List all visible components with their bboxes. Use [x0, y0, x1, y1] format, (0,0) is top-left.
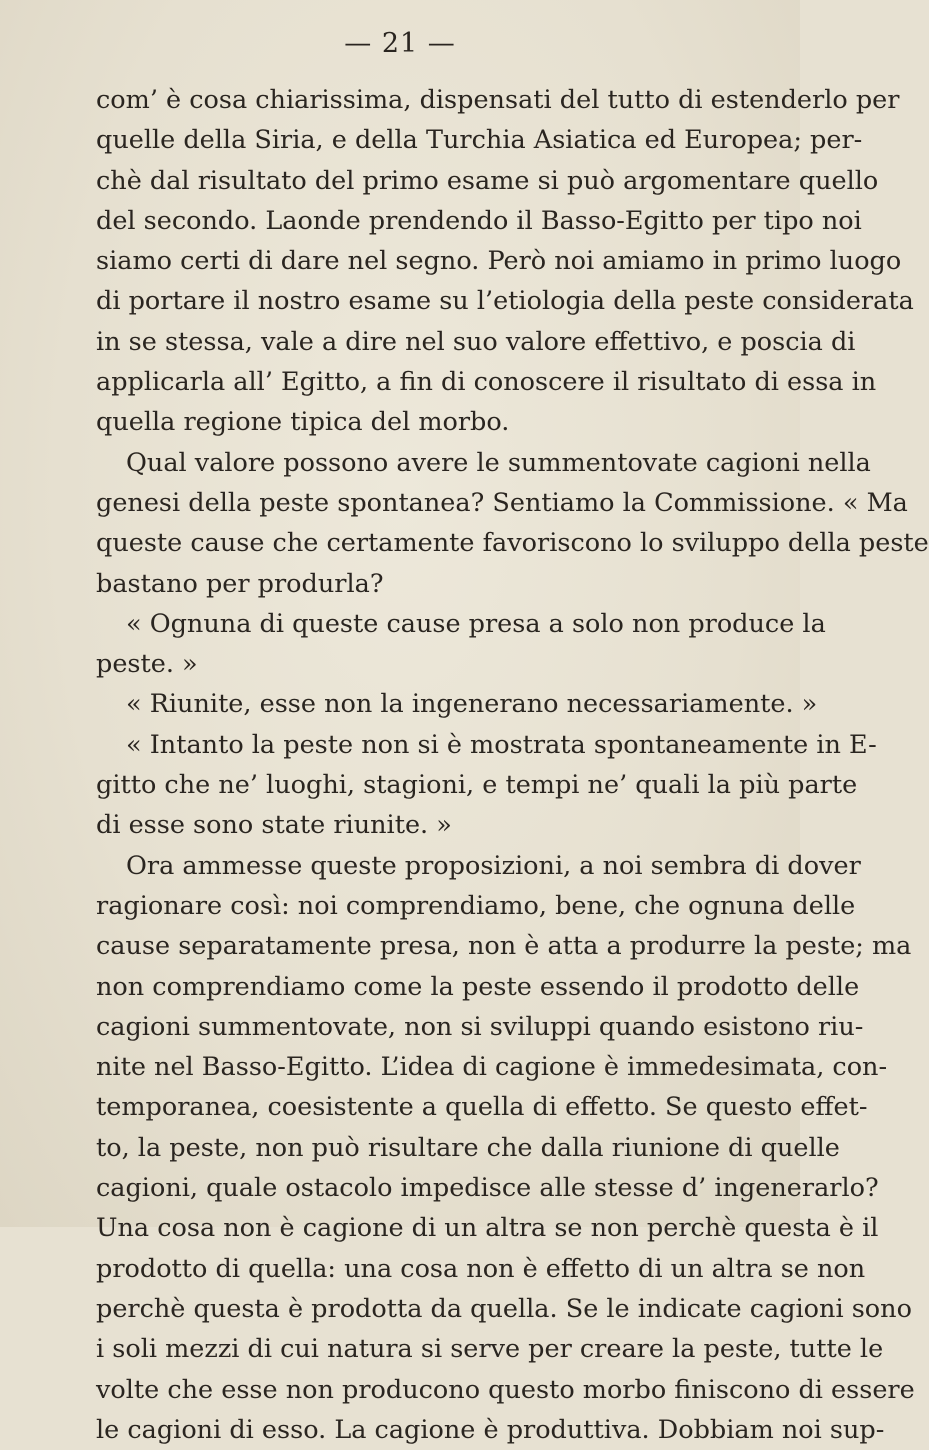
text-line: to, la peste, non può risultare che dalla riunione di quelle [96, 1132, 840, 1163]
text-line: « Riunite, esse non la ingenerano necessariamente. » [126, 689, 818, 720]
body-text [96, 80, 929, 1450]
text-line: Qual valore possono avere le summentovate cagioni nella [126, 447, 871, 478]
text-line: in se stessa, vale a dire nel suo valore effettivo, e poscia di [96, 326, 856, 357]
text-line: siamo certi di dare nel segno. Però noi amiamo in primo luogo [96, 246, 902, 277]
text-line: cagioni summentovate, non si sviluppi quando esistono riu- [96, 1011, 864, 1042]
text-line: chè dal risultato del primo esame si può argomentare quello [96, 165, 879, 196]
text-line: non comprendiamo come la peste essendo il prodotto delle [96, 971, 860, 1002]
text-line: volte che esse non producono questo morbo finiscono di essere [96, 1374, 915, 1405]
text-line: perchè questa è prodotta da quella. Se le indicate cagioni sono [96, 1293, 912, 1324]
text-line: i soli mezzi di cui natura si serve per creare la peste, tutte le [96, 1334, 884, 1365]
text-line: genesi della peste spontanea? Sentiamo la Commissione. « Ma [96, 487, 908, 518]
text-line: cause separatamente presa, non è atta a produrre la peste; ma [96, 931, 912, 962]
text-line: quelle della Siria, e della Turchia Asiatica ed Europea; per- [96, 125, 863, 156]
text-line: bastano per produrla? [96, 568, 384, 599]
text-line: nite nel Basso-Egitto. L’idea di cagione è immedesimata, con- [96, 1052, 888, 1083]
text-line: di portare il nostro esame su l’etiologia della peste considerata [96, 286, 914, 317]
text-line: com’ è cosa chiarissima, dispensati del tutto di estenderlo per [96, 85, 900, 115]
text-line: gitto che ne’ luoghi, stagioni, e tempi ne’ quali la più parte [96, 770, 858, 801]
text-line: peste. » [96, 649, 198, 680]
text-line: temporanea, coesistente a quella di effetto. Se questo effet- [96, 1092, 868, 1123]
text-line: Ora ammesse queste proposizioni, a noi sembra di dover [126, 850, 861, 881]
text-line: applicarla all’ Egitto, a fin di conoscere il risultato di essa in [96, 367, 877, 398]
text-line: ragionare così: noi comprendiamo, bene, che ognuna delle [96, 890, 856, 921]
text-line: di esse sono state riunite. » [96, 810, 452, 841]
text-line: « Ognuna di queste cause presa a solo non produce la [126, 608, 826, 639]
text-line: le cagioni di esso. La cagione è produttiva. Dobbiam noi sup- [96, 1414, 885, 1445]
text-line: « Intanto la peste non si è mostrata spontaneamente in E- [126, 729, 877, 760]
text-line: prodotto di quella: una cosa non è effetto di un altra se non [96, 1253, 866, 1284]
text-line: quella regione tipica del morbo. [96, 407, 510, 438]
text-line: queste cause che certamente favoriscono lo sviluppo della peste [96, 528, 929, 559]
page-number: — 21 — [344, 28, 456, 59]
text-line: del secondo. Laonde prendendo il Basso-Egitto per tipo noi [96, 205, 862, 236]
text-line: cagioni, quale ostacolo impedisce alle stesse d’ ingenerarlo? [96, 1173, 879, 1204]
text-line: Una cosa non è cagione di un altra se non perchè questa è il [96, 1213, 879, 1244]
